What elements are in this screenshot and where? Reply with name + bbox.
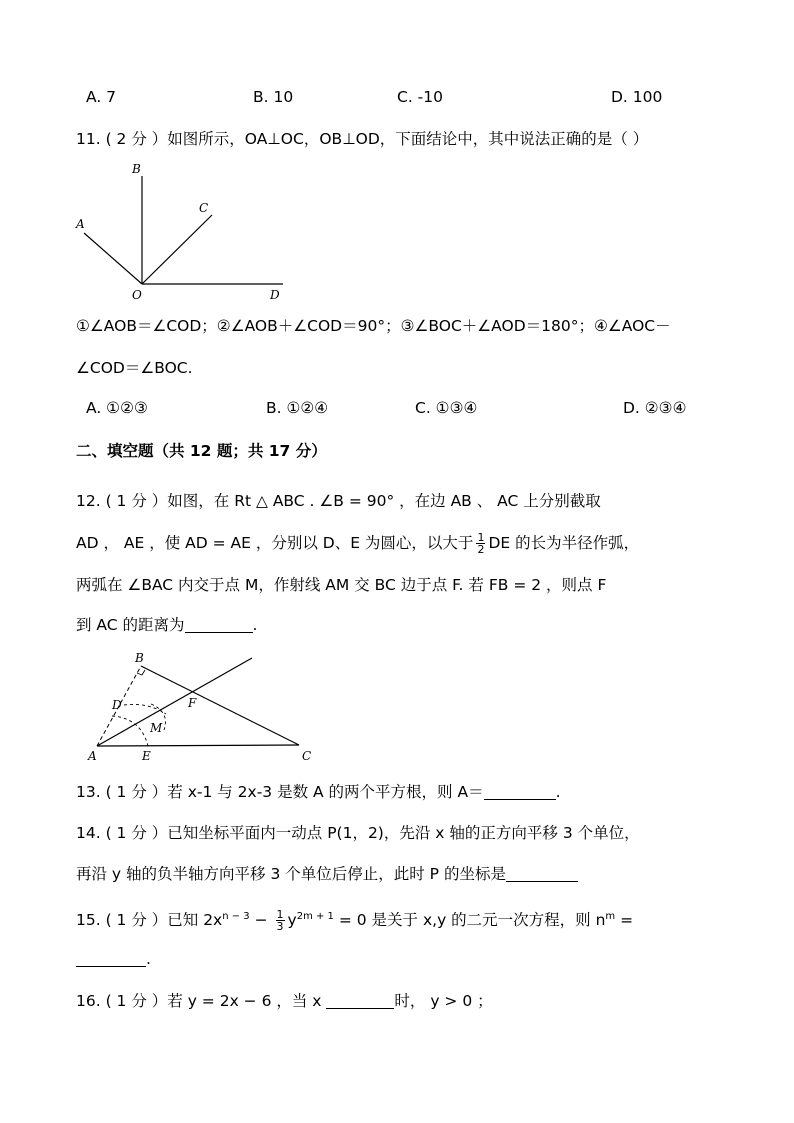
q15-answer-blank[interactable] <box>76 950 146 967</box>
q11-statement-line2: ∠COD＝∠BOC. <box>76 359 193 377</box>
q13-text: 13. ( 1 分 ）若 x-1 与 2x-3 是数 A 的两个平方根，则 A＝ <box>76 783 484 801</box>
q13-line <box>76 781 561 803</box>
label-a: A <box>88 749 97 763</box>
q12-triangle-figure <box>86 650 312 770</box>
q12-line3: 两弧在 ∠BAC 内交于点 M，作射线 AM 交 BC 边于点 F. 若 FB = 2 ，则点 F <box>76 576 607 594</box>
arc-from-d <box>124 704 166 714</box>
q14-line2 <box>76 863 578 885</box>
label-m: M <box>150 721 163 735</box>
side-bc <box>141 666 299 745</box>
q16-line <box>76 990 493 1012</box>
side-ac <box>97 745 299 746</box>
fraction-numerator: 1 <box>276 908 284 922</box>
q14-line2-text: 再沿 y 轴的负半轴方向平移 3 个单位后停止，此时 P 的坐标是 <box>76 865 506 883</box>
q15-equals: = <box>615 911 634 930</box>
ray-oa <box>84 233 142 284</box>
q15-pre: 15. ( 1 分 ）已知 2x <box>76 911 223 930</box>
label-d: D <box>112 698 122 712</box>
q15-exp-n: n − 3 <box>222 911 250 922</box>
section-title: 二、填空题（共 12 题；共 17 分） <box>76 442 327 460</box>
fraction-numerator: 1 <box>477 531 485 544</box>
q11-option-a: A. ①②③ <box>86 399 148 417</box>
q12-line4-end: . <box>252 616 258 634</box>
q12-line2-b: DE 的长为半径作弧， <box>488 534 640 552</box>
q10-option-b: B. 10 <box>253 88 294 106</box>
ray-oc <box>142 215 212 284</box>
label-f: F <box>188 696 197 710</box>
q11-stem: 11. ( 2 分 ）如图所示，OA⊥OC，OB⊥OD，下面结论中，其中说法正确的是（ ） <box>76 130 649 148</box>
q14-line1: 14. ( 1 分 ）已知坐标平面内一动点 P(1，2)，先沿 x 轴的正方向平移 3 个单位， <box>76 824 640 842</box>
q12-line2 <box>76 532 639 555</box>
q11-option-c: C. ①③④ <box>415 399 478 417</box>
label-e: E <box>142 749 151 763</box>
fraction-denominator: 3 <box>276 920 284 934</box>
label-a: A <box>76 217 85 231</box>
q15-end: . <box>146 950 151 968</box>
q10-option-c: C. -10 <box>397 88 443 106</box>
q15-minus: − <box>249 911 273 930</box>
label-d: D <box>270 288 280 302</box>
q15-line1 <box>76 906 633 932</box>
label-b: B <box>132 162 141 176</box>
q16-answer-blank[interactable] <box>326 992 394 1009</box>
q15-post: = 0 是关于 x,y 的二元一次方程，则 n <box>333 911 606 930</box>
q12-line1: 12. ( 1 分 ）如图，在 Rt △ ABC . ∠B = 90° ，在边 AB 、 AC 上分别截取 <box>76 492 601 510</box>
q16-post: 时， y > 0 ； <box>394 992 493 1010</box>
q11-statement-line1: ①∠AOB＝∠COD；②∠AOB＋∠COD＝90°；③∠BOC＋∠AOD＝180°；④∠AOC－ <box>76 317 671 335</box>
label-o: O <box>132 288 142 302</box>
q13-answer-blank[interactable] <box>484 783 556 800</box>
q10-option-a: A. 7 <box>86 88 117 106</box>
q15-fraction <box>276 909 285 932</box>
q15-exp-m: 2m + 1 <box>296 911 334 922</box>
q16-pre: 16. ( 1 分 ）若 y = 2x − 6 ，当 x <box>76 992 327 1010</box>
q12-line2-a: AD ， AE ，使 AD = AE ，分别以 D、E 为圆心，以大于 <box>76 534 474 552</box>
q12-answer-blank[interactable] <box>185 616 253 633</box>
fraction-denominator: 2 <box>477 543 485 556</box>
q12-line4-text: 到 AC 的距离为 <box>76 616 185 634</box>
q11-option-b: B. ①②④ <box>266 399 329 417</box>
label-c: C <box>302 749 312 763</box>
q13-end: . <box>555 783 561 801</box>
q10-option-d: D. 100 <box>611 88 663 106</box>
q15-exp-nm: m <box>605 911 616 922</box>
q14-answer-blank[interactable] <box>506 865 578 882</box>
label-b: B <box>135 651 144 665</box>
q11-angle-figure <box>70 158 300 308</box>
q12-fraction <box>476 532 485 555</box>
q15-y: y <box>287 911 297 930</box>
q11-option-d: D. ②③④ <box>623 399 687 417</box>
q12-line4 <box>76 614 257 636</box>
label-c: C <box>199 201 209 215</box>
q15-line2 <box>76 948 151 970</box>
